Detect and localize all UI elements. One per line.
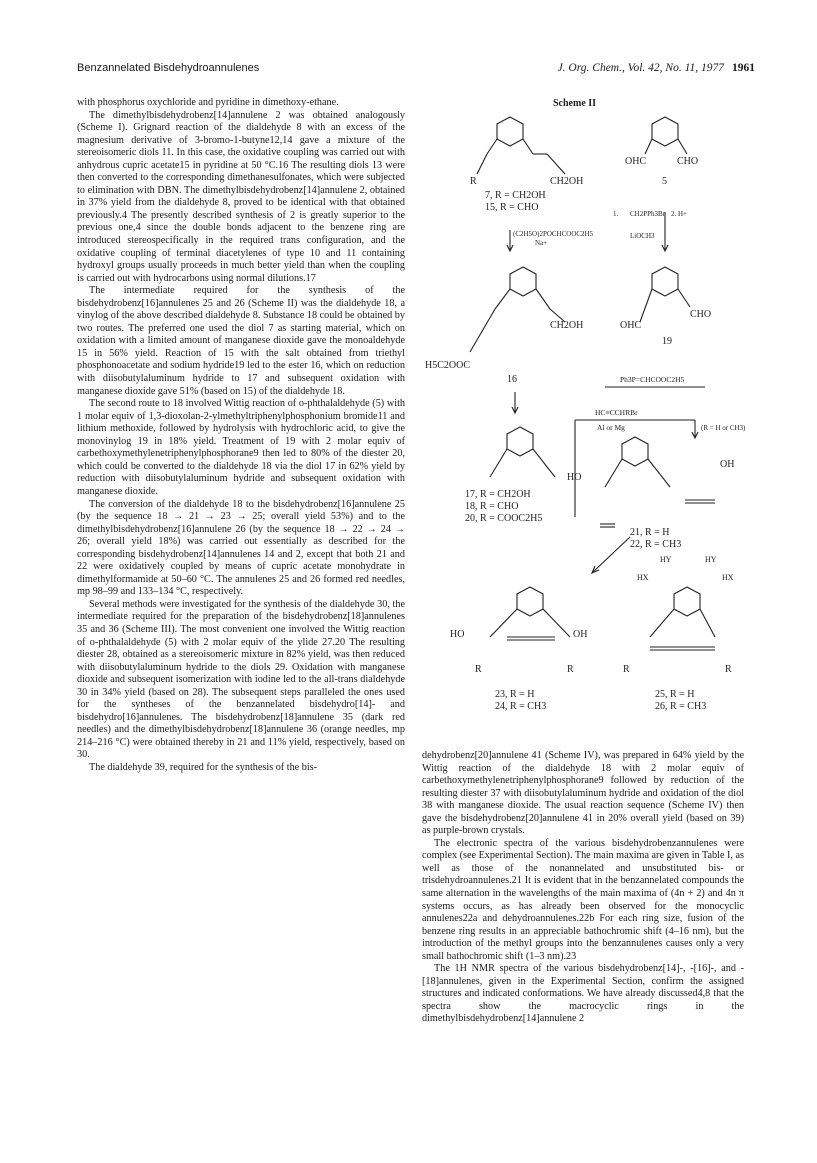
paragraph: dehydrobenz[20]annulene 41 (Scheme IV), was prepared in 64% yield by the Wittig reaction of the dialdehyde 18 with 2 molar equiv of carbethoxymethylenetriphenylphosphorane9 followed by reduction of the resulting diester 37 with diisobutylaluminum hydride and oxidation of the diol 38 with manganese dioxide. The usual reaction sequence (Scheme IV) then gave the bisdehydrobenz[20]annulene 41 in 20% overall yield (based on 39) as purple-brown crystals. bbox=[422, 750, 744, 837]
compound-5-label: 5 bbox=[662, 176, 667, 187]
paragraph: Several methods were investigated for the synthesis of the dialdehyde 30, the intermediate required for the preparation of the bisdehydrobenz[18]annulenes 35 and 36 (Scheme III). The most convenient one involved the Wittig reaction of o-phthalaldehyde (5) with 2 molar equiv of the ylide 27.20 The resulting diester 28, obtained as a stereoisomeric mixture in 82% yield, was then reduced with diisobutylaluminum hydride to the diols 29. Oxidation with manganese dioxide and subsequent isomerization with iodine led to the all-trans dialdehyde 30 in 34% yield (based on 28). The subsequent steps paralleled the ones used for the syntheses of the benzannelated bisdehydro[14]- and bisdehydro[16]annulenes. The bisdehydrobenz[18]annulene 35 (dark red needles) and the dimethylbisdehydrobenz[18]annulene 36 (orange needles, mp 214–216 °C) were obtained thereby in 21 and 11% yield, respectively, based on 30. bbox=[77, 598, 405, 761]
reagent-propargyl: HC≡CCHRBr bbox=[595, 408, 638, 417]
left-column bbox=[77, 97, 405, 775]
benzene-ring bbox=[507, 427, 533, 456]
reagent-dioxolane-salt: CH2PPh3Br bbox=[630, 210, 666, 218]
reagent-step-2: 2. H+ bbox=[671, 210, 688, 218]
ohc-label: OHC bbox=[625, 156, 647, 167]
benzene-ring bbox=[674, 587, 700, 616]
benzene-ring bbox=[652, 117, 678, 146]
benzene-ring bbox=[652, 267, 678, 296]
substituent-r: R bbox=[475, 664, 482, 675]
oh-label: OH bbox=[720, 459, 735, 470]
paragraph: The 1H NMR spectra of the various bisdehydrobenz[14]-, -[16]-, and -[18]annulenes, given in the Experimental Section, confirm the assigned structures and indicated conformations. We have already discussed4,8 that the spectra show the macrocyclic rings in the dimethylbisdehydrobenz[14]annulene 2 bbox=[422, 963, 744, 1025]
compound-25-label: 25, R = H bbox=[655, 689, 695, 700]
substituent-r: R bbox=[470, 176, 477, 187]
compound-26-label: 26, R = CH3 bbox=[655, 701, 707, 712]
compound-22-label: 22, R = CH3 bbox=[630, 539, 682, 550]
reagent-ylide: Ph3P=CHCOOC2H5 bbox=[620, 375, 685, 384]
cho-label: CHO bbox=[690, 309, 712, 320]
compound-20-label: 20, R = COOC2H5 bbox=[465, 513, 543, 524]
reagent-metal: Al or Mg bbox=[597, 423, 625, 432]
proton-hy-label: HY bbox=[660, 555, 672, 564]
compound-17-label: 17, R = CH2OH bbox=[465, 489, 531, 500]
compound-21-label: 21, R = H bbox=[630, 527, 670, 538]
compound-16-label: 16 bbox=[507, 374, 517, 385]
benzene-ring bbox=[497, 117, 523, 146]
reagent-step-1: 1. bbox=[613, 210, 619, 218]
scheme-title: Scheme II bbox=[553, 98, 597, 109]
benzene-ring bbox=[510, 267, 536, 296]
scheme-ii-figure bbox=[415, 92, 760, 738]
substituent-r: R bbox=[623, 664, 630, 675]
benzene-ring bbox=[517, 587, 543, 616]
ho-label: HO bbox=[450, 629, 465, 640]
benzene-ring bbox=[622, 437, 648, 466]
oh-label: OH bbox=[573, 629, 588, 640]
cho-label: CHO bbox=[677, 156, 699, 167]
paragraph: with phosphorus oxychloride and pyridine in dimethoxy-ethane. bbox=[77, 97, 339, 108]
compound-15-label: 15, R = CHO bbox=[485, 202, 539, 213]
ch2oh-label: CH2OH bbox=[550, 320, 584, 331]
paragraph: The dimethylbisdehydrobenz[14]annulene 2 was obtained analogously (Scheme I). Grignard reaction of the dialdehyde 8 with an excess of the magnesium derivative of 3-bromo-1-butyne12,14 gave a mixture of the stereoisomeric diols 11. In this case, the oxidative coupling was carried out with anhydrous cupric acetate15 in pyridine at 50 °C.16 The resulting diols 13 were then converted to the corresponding dimethanesulfonates, which were subjected to elimination with DBN. The dimethylbisdehydrobenz[14]annulene 2, obtained in 37% yield from the dialdehyde 8, proved to be identical with that obtained previously.4 The presently described synthesis of 2 is greatly superior to the previous one,4 since the double bonds adjacent to the benzene ring are introduced stereospecifically in the required trans configuration, and the oxidative coupling of terminal diacetylenes of type 10 and 11 containing hydroxyl groups usually proceeds in much better yield than when the coupling is carried out with hydrocarbons using normal dilutions.17 bbox=[77, 109, 405, 284]
page-number: 1961 bbox=[732, 62, 755, 74]
substituent-r: R bbox=[725, 664, 732, 675]
right-column bbox=[422, 750, 744, 1026]
reagent-lithium-methoxide: LiOCH3 bbox=[630, 232, 655, 240]
compound-18-label: 18, R = CHO bbox=[465, 501, 519, 512]
ester-label: H5C2OOC bbox=[425, 360, 471, 371]
ohc-label: OHC bbox=[620, 320, 642, 331]
r-condition: (R = H or CH3) bbox=[701, 424, 746, 432]
running-title: Benzannelated Bisdehydroannulenes bbox=[77, 62, 260, 74]
paragraph: The electronic spectra of the various bisdehydrobenzannulenes were complex (see Experimental Section). The main maxima are given in Table I, as well as those of the nonannelated and unsubstituted bis- or trisdehydroannulenes.21 It is evident that in the benzannelated compounds the same alternation in the wavelengths of the main maxima of (4n + 2) and 4n π systems occurs, as has already been observed for the monocyclic annulenes22a and dehydroannulenes.22b For each ring size, fusion of the benzene ring results in an appreciable bathochromic shift (4–16 nm), but the introduction of the methyl groups into the benzannulenes causes only a very small bathochromic shift (1–3 nm).23 bbox=[422, 837, 744, 962]
ho-label: HO bbox=[567, 472, 582, 483]
compound-7-label: 7, R = CH2OH bbox=[485, 190, 546, 201]
proton-hy-label: HY bbox=[705, 555, 717, 564]
paragraph: The dialdehyde 39, required for the synthesis of the bis- bbox=[89, 761, 318, 773]
paragraph: The conversion of the dialdehyde 18 to the bisdehydrobenz[16]annulene 25 (by the sequence 18 → 21 → 23 → 25; overall yield 53%) and to the dimethylbisdehydrobenz[16]annulene 26 (by the sequence 18 → 22 → 24 → 26; overall yield 18%) was carried out essentially as described for the corresponding bisdehydrobenz[14]annulenes 14 and 2, except that both 21 and 22 were oxidatively coupled by means of cupric acetate monohydrate in dimethylformamide at 50–60 °C. The annulenes 25 and 26 formed red needles, mp 98–99 and 133–134 °C, respectively. bbox=[77, 498, 405, 598]
reagent-sodium: Na+ bbox=[535, 239, 548, 247]
paragraph: The intermediate required for the synthesis of the bisdehydrobenz[16]annulenes 25 and 26 (Scheme II) was the dialdehyde 18, a vinylog of the above described dialdehyde 8. Substance 18 could be obtained by two routes. The preferred one used the diol 7 as starting material, which on oxidation with a limited amount of manganese dioxide gave the monoaldehyde 15 in 56% yield. Reaction of 15 with the salt obtained from triethyl phosphonoacetate and sodium hydride19 led to the ester 16, which on reduction with diisobutylaluminum hydride to 17 and subsequent oxidation with manganese dioxide gave 51% (based on 15) of the dialdehyde 18. bbox=[77, 285, 405, 397]
proton-hx-label: HX bbox=[637, 573, 649, 582]
substituent-r: R bbox=[567, 664, 574, 675]
compound-24-label: 24, R = CH3 bbox=[495, 701, 547, 712]
journal-ref: J. Org. Chem., Vol. 42, No. 11, 1977 bbox=[557, 62, 724, 74]
proton-hx-label: HX bbox=[722, 573, 734, 582]
compound-19-label: 19 bbox=[662, 336, 672, 347]
ch2oh-label: CH2OH bbox=[550, 176, 584, 187]
paragraph: The second route to 18 involved Wittig reaction of o-phthalaldehyde (5) with 1 molar equiv of 1,3-dioxolan-2-ylmethyltriphenylphosphonium bromide11 and lithium methoxide, followed by hydrolysis with hydrochloric acid, to give the monovinylog 19 in 18% yield. Treatment of 19 with 2 molar equiv of carbethoxymethylenetriphenylphosphorane9 then led to 80% of the diester 20, which could be converted to the dialdehyde 18 via the diol 17 in 62% yield by reduction with diisobutylaluminum hydride and subsequent oxidation with manganese dioxide. bbox=[77, 398, 405, 497]
reagent-phosphonate: (C2H5O)2POCHCOOC2H5 bbox=[513, 230, 594, 238]
compound-23-label: 23, R = H bbox=[495, 689, 535, 700]
journal-citation bbox=[558, 62, 755, 74]
